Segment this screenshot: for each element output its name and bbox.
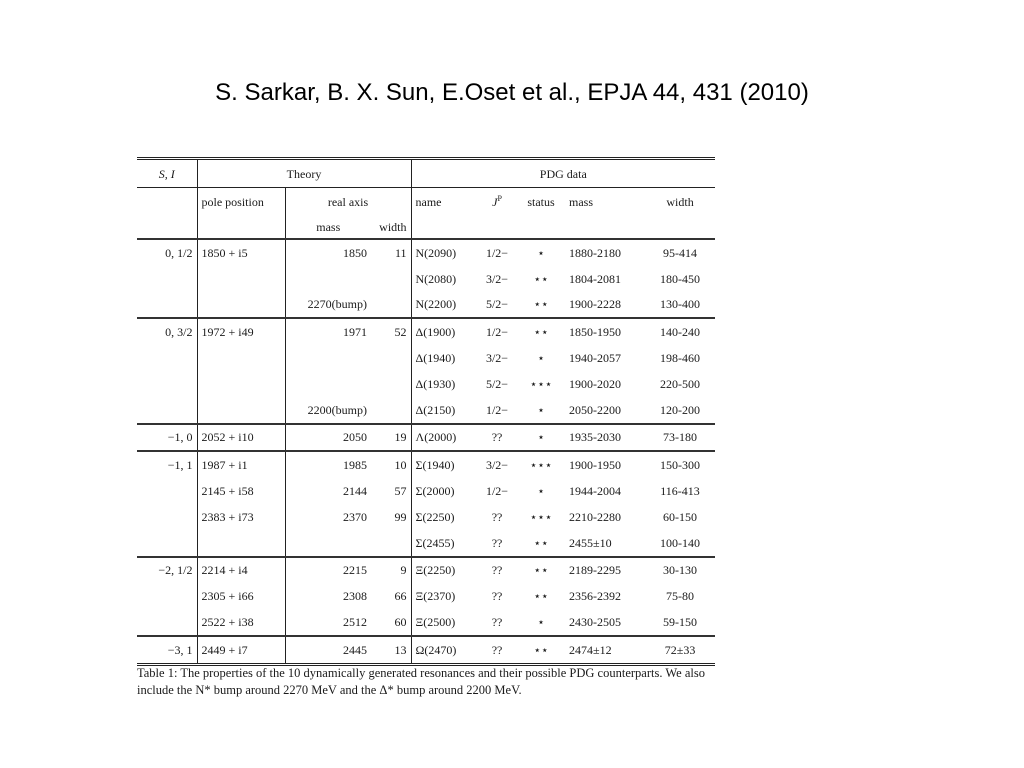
table-row [137, 239, 715, 266]
cell-pdg-width: 72±33 [645, 636, 715, 664]
cell-name: N(2080) [415, 271, 457, 286]
cell-status: ⋆⋆ [533, 589, 549, 604]
cell-pdg-width: 60-150 [663, 509, 698, 524]
cell-pdg-width: 180-450 [660, 271, 701, 286]
cell-width: 66 [371, 583, 411, 609]
cell-pdg-width: 120-200 [660, 402, 701, 417]
cell-name: Ξ(2500) [415, 615, 456, 630]
cell-mass [285, 345, 371, 371]
table-row [137, 583, 715, 609]
cell-mass [285, 371, 371, 397]
table-row [137, 478, 715, 504]
cell-pdg-width: 73-180 [645, 424, 715, 452]
table-row [137, 345, 715, 371]
cell-mass: 1971 [285, 318, 371, 345]
cell-mass [285, 530, 371, 557]
header-width: width [371, 215, 411, 239]
cell-jp: 3/2− [485, 351, 509, 366]
cell-width: 60 [371, 609, 411, 636]
table-row [137, 397, 715, 424]
cell-jp: 1/2− [485, 484, 509, 499]
cell-status: ⋆⋆ [533, 271, 549, 286]
cell-pole-position [197, 292, 285, 319]
table-row [137, 530, 715, 557]
cell-pdg-mass: 2474±12 [565, 636, 645, 664]
cell-pdg-width: 30-130 [645, 557, 715, 584]
cell-si: −1, 0 [137, 424, 197, 452]
cell-name: Σ(2250) [415, 509, 455, 524]
cell-mass: 1985 [285, 451, 371, 478]
cell-pole-position [197, 530, 285, 557]
cell-width: 11 [371, 239, 411, 266]
cell-jp: ?? [477, 424, 517, 452]
cell-mass [285, 266, 371, 292]
header-name: name [411, 188, 477, 216]
header-si: S, I [137, 159, 197, 188]
cell-pole-position: 1987 + i1 [197, 451, 285, 478]
resonance-table-container [137, 157, 715, 666]
cell-si: −3, 1 [137, 636, 197, 664]
cell-pdg-mass: 1944-2004 [569, 484, 622, 499]
cell-si: 0, 1/2 [137, 239, 197, 266]
cell-mass: 2215 [285, 557, 371, 584]
cell-width: 99 [371, 504, 411, 530]
cell-status: ⋆⋆ [517, 636, 565, 664]
cell-pole-position: 2214 + i4 [197, 557, 285, 584]
cell-pole-position: 2145 + i58 [197, 478, 285, 504]
cell-jp: 5/2− [485, 297, 509, 312]
cell-name: Δ(1900) [411, 318, 477, 345]
header-status: status [517, 188, 565, 216]
cell-width: 13 [371, 636, 411, 664]
table-row [137, 292, 715, 319]
cell-name: Ω(2470) [411, 636, 477, 664]
cell-mass: 2370 [343, 509, 367, 524]
cell-pdg-mass: 1900-1950 [565, 451, 645, 478]
cell-jp: 3/2− [477, 451, 517, 478]
cell-pdg-mass: 1900-2228 [569, 297, 622, 312]
table-row [137, 609, 715, 636]
cell-status: ⋆⋆⋆ [529, 509, 553, 524]
header-row-1 [137, 159, 715, 188]
cell-name: N(2090) [411, 239, 477, 266]
cell-si [137, 371, 197, 397]
cell-si [137, 345, 197, 371]
table-caption: Table 1: The properties of the 10 dynamically generated resonances and their possible PDG counterparts. We also include the N* bump around 2270 MeV and the Δ* bump around 2200 MeV. [137, 666, 705, 697]
header-real-axis: real axis [285, 188, 411, 216]
cell-pdg-width: 59-150 [663, 615, 698, 630]
cell-pole-position [197, 397, 285, 424]
cell-jp: ?? [491, 615, 503, 630]
cell-status: ⋆ [517, 239, 565, 266]
cell-pdg-mass: 1940-2057 [569, 351, 622, 366]
cell-pole-position: 2383 + i73 [197, 504, 285, 530]
cell-si: −1, 1 [137, 451, 197, 478]
cell-pole-position: 2052 + i10 [197, 424, 285, 452]
slide-title: S. Sarkar, B. X. Sun, E.Oset et al., EPJA 44, 431 (2010) [215, 79, 809, 106]
cell-width: 9 [371, 557, 411, 584]
cell-mass: 2270(bump) [307, 297, 367, 312]
cell-width [371, 345, 411, 371]
cell-status: ⋆⋆⋆ [517, 451, 565, 478]
table-row [137, 636, 715, 664]
header-row-3 [137, 215, 715, 239]
cell-pdg-width: 220-500 [660, 376, 701, 391]
cell-name: Λ(2000) [411, 424, 477, 452]
cell-si [137, 292, 197, 319]
cell-pole-position [197, 345, 285, 371]
cell-status: ⋆ [537, 484, 545, 499]
cell-width: 52 [371, 318, 411, 345]
cell-name: Σ(2455) [415, 535, 455, 550]
resonance-table [137, 157, 715, 666]
cell-width: 19 [371, 424, 411, 452]
cell-pole-position: 1850 + i5 [197, 239, 285, 266]
table-row [137, 318, 715, 345]
cell-mass: 2144 [343, 484, 367, 499]
cell-jp: 1/2− [477, 239, 517, 266]
cell-pole-position: 2449 + i7 [197, 636, 285, 664]
table-row [137, 504, 715, 530]
header-pdg: PDG data [539, 166, 587, 181]
cell-status: ⋆⋆ [533, 535, 549, 550]
header-mass: mass [316, 219, 341, 234]
cell-name: Σ(1940) [411, 451, 477, 478]
cell-status: ⋆ [537, 402, 545, 417]
cell-si [137, 609, 197, 636]
table-row [137, 371, 715, 397]
cell-jp: ?? [491, 509, 503, 524]
cell-mass: 2308 [343, 589, 367, 604]
cell-si [137, 530, 197, 557]
cell-pdg-mass: 2430-2505 [569, 615, 622, 630]
cell-mass: 1850 [285, 239, 371, 266]
cell-pdg-width: 198-460 [660, 351, 701, 366]
cell-pdg-width: 116-413 [660, 484, 700, 499]
cell-pdg-mass: 1850-1950 [565, 318, 645, 345]
cell-name: Ξ(2250) [411, 557, 477, 584]
cell-pdg-width: 95-414 [645, 239, 715, 266]
cell-width [371, 530, 411, 557]
cell-si [137, 504, 197, 530]
header-theory: Theory [197, 159, 411, 188]
cell-status: ⋆⋆⋆ [529, 376, 553, 391]
header-jp: $J^P$ [477, 188, 517, 216]
cell-status: ⋆⋆ [517, 318, 565, 345]
cell-status: ⋆ [537, 351, 545, 366]
cell-pole-position: 2522 + i38 [197, 609, 285, 636]
cell-si [137, 397, 197, 424]
cell-pdg-mass: 1880-2180 [565, 239, 645, 266]
cell-width [371, 371, 411, 397]
cell-status: ⋆ [517, 424, 565, 452]
cell-pdg-mass: 1935-2030 [565, 424, 645, 452]
cell-name: Σ(2000) [415, 484, 455, 499]
cell-pdg-mass: 1900-2020 [569, 376, 622, 391]
table-row [137, 424, 715, 452]
cell-jp: 5/2− [485, 376, 509, 391]
cell-pdg-mass: 2455±10 [569, 535, 612, 550]
table-row [137, 266, 715, 292]
cell-jp: 1/2− [485, 402, 509, 417]
cell-width: 57 [371, 478, 411, 504]
header-pdg-mass: mass [565, 188, 645, 216]
header-row-2 [137, 188, 715, 216]
cell-status: ⋆⋆ [533, 297, 549, 312]
cell-si: −2, 1/2 [137, 557, 197, 584]
cell-mass: 2050 [285, 424, 371, 452]
table-row [137, 451, 715, 478]
cell-width [371, 292, 411, 319]
cell-si [137, 266, 197, 292]
cell-status: ⋆ [537, 615, 545, 630]
cell-pole-position [197, 266, 285, 292]
table-row [137, 557, 715, 584]
cell-name: N(2200) [415, 297, 457, 312]
cell-jp: ?? [491, 589, 503, 604]
header-pole-position: pole position [197, 188, 285, 216]
cell-jp: ?? [477, 557, 517, 584]
cell-name: Δ(2150) [415, 402, 456, 417]
cell-pdg-width: 75-80 [666, 589, 695, 604]
cell-pdg-mass: 1804-2081 [569, 271, 622, 286]
cell-mass: 2200(bump) [307, 402, 367, 417]
header-pdg-width: width [645, 188, 715, 216]
cell-width [371, 266, 411, 292]
cell-jp: 1/2− [477, 318, 517, 345]
cell-pdg-mass: 2189-2295 [565, 557, 645, 584]
cell-si [137, 478, 197, 504]
cell-width [371, 397, 411, 424]
cell-pdg-width: 100-140 [660, 535, 701, 550]
cell-pole-position [197, 371, 285, 397]
cell-pdg-width: 140-240 [645, 318, 715, 345]
cell-pole-position: 1972 + i49 [197, 318, 285, 345]
cell-jp: 3/2− [485, 271, 509, 286]
cell-pdg-mass: 2050-2200 [569, 402, 622, 417]
cell-pole-position: 2305 + i66 [197, 583, 285, 609]
cell-name: Δ(1930) [415, 376, 456, 391]
cell-status: ⋆⋆ [517, 557, 565, 584]
cell-jp: ?? [491, 535, 503, 550]
cell-width: 10 [371, 451, 411, 478]
cell-mass: 2512 [343, 615, 367, 630]
cell-si [137, 583, 197, 609]
cell-si: 0, 3/2 [137, 318, 197, 345]
cell-pdg-width: 130-400 [660, 297, 701, 312]
cell-pdg-mass: 2210-2280 [569, 509, 622, 524]
cell-pdg-width: 150-300 [645, 451, 715, 478]
cell-mass: 2445 [285, 636, 371, 664]
cell-name: Δ(1940) [415, 351, 456, 366]
cell-jp: ?? [477, 636, 517, 664]
cell-pdg-mass: 2356-2392 [569, 589, 622, 604]
cell-name: Ξ(2370) [415, 589, 456, 604]
